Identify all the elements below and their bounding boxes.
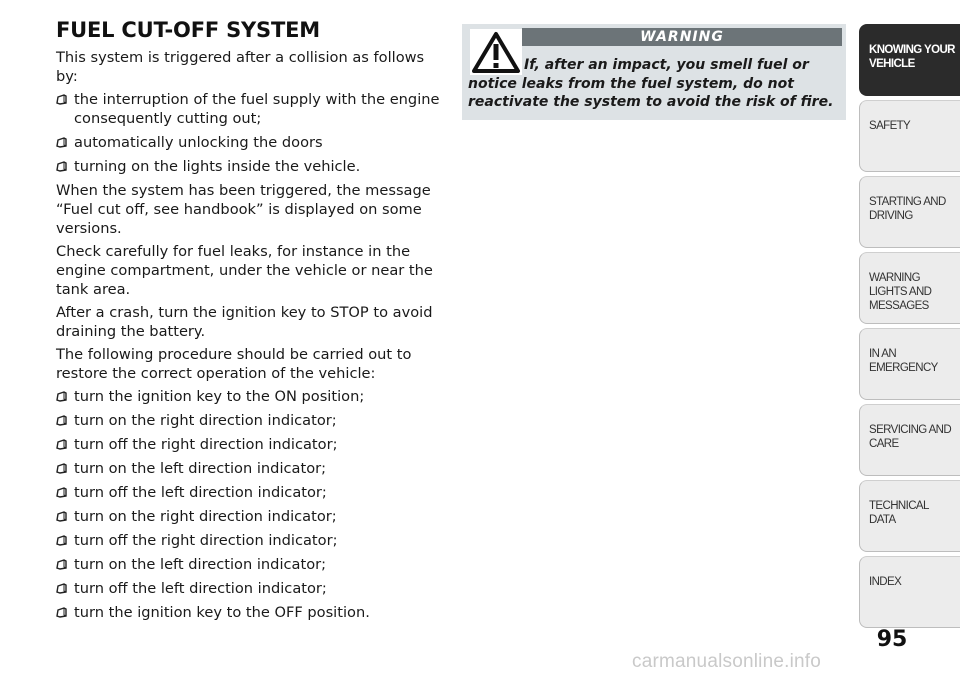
list-item-text: turn off the right direction indicator;: [74, 436, 338, 453]
list-item: [56, 435, 446, 454]
check-paragraph: Check carefully for fuel leaks, for instance in the engine compartment, under the vehicle or near the tank area.: [56, 243, 433, 298]
list-item-text: turn off the left direction indicator;: [74, 580, 327, 597]
checkbox-bullet-icon: [56, 463, 67, 474]
page-number: 95: [876, 627, 908, 652]
checkbox-bullet-icon: [56, 487, 67, 498]
tab-servicing-and-care[interactable]: SERVICING AND CARE: [859, 404, 960, 476]
procedure-list: [56, 387, 446, 622]
list-item-text: turn on the left direction indicator;: [74, 556, 327, 573]
checkbox-bullet-icon: [56, 511, 67, 522]
intro-paragraph: This system is triggered after a collision as follows by:: [56, 49, 425, 85]
tab-starting-and-driving[interactable]: STARTING AND DRIVING: [859, 176, 960, 248]
list-item: [56, 459, 446, 478]
checkbox-bullet-icon: [56, 439, 67, 450]
section-title: FUEL CUT-OFF SYSTEM: [56, 18, 320, 42]
crash-paragraph: After a crash, turn the ignition key to STOP to avoid draining the battery.: [56, 304, 433, 340]
tab-warning-lights-and-messages[interactable]: WARNING LIGHTS AND MESSAGES: [859, 252, 960, 324]
checkbox-bullet-icon: [56, 607, 67, 618]
checkbox-bullet-icon: [56, 161, 67, 172]
trigger-list: [56, 90, 446, 176]
checkbox-bullet-icon: [56, 559, 67, 570]
list-item: [56, 157, 446, 176]
list-item: [56, 387, 446, 406]
procedure-paragraph: The following procedure should be carried out to restore the correct operation of the vehicle:: [56, 346, 412, 382]
list-item-text: turn the ignition key to the OFF position.: [74, 604, 370, 621]
list-item-text: turn on the right direction indicator;: [74, 412, 337, 429]
tab-technical-data[interactable]: TECHNICAL DATA: [859, 480, 960, 552]
list-item: [56, 555, 446, 574]
checkbox-bullet-icon: [56, 94, 67, 105]
checkbox-bullet-icon: [56, 137, 67, 148]
list-item: [56, 411, 446, 430]
list-item-text: turn on the right direction indicator;: [74, 508, 337, 525]
list-item: [56, 507, 446, 526]
checkbox-bullet-icon: [56, 391, 67, 402]
list-item-text: turn off the right direction indicator;: [74, 532, 338, 549]
checkbox-bullet-icon: [56, 535, 67, 546]
tab-knowing-your-vehicle[interactable]: KNOWING YOUR VEHICLE: [859, 24, 960, 96]
list-item: [56, 531, 446, 550]
main-column: [56, 18, 446, 627]
warning-text: If, after an impact, you smell fuel or notice leaks from the fuel system, do not reactivate the system to avoid the risk of fire.: [468, 57, 834, 110]
watermark: carmanualsonline.info: [632, 651, 822, 672]
message-paragraph: When the system has been triggered, the message “Fuel cut off, see handbook” is displayed on some versions.: [56, 182, 431, 237]
list-item-text: turning on the lights inside the vehicle.: [74, 158, 361, 175]
warning-header: WARNING: [522, 28, 842, 46]
list-item: [56, 90, 446, 128]
list-item: [56, 483, 446, 502]
list-item: [56, 579, 446, 598]
list-item-text: the interruption of the fuel supply with the engine consequently cutting out;: [74, 91, 440, 127]
list-item-text: automatically unlocking the doors: [74, 134, 323, 151]
list-item: [56, 133, 446, 152]
list-item-text: turn off the left direction indicator;: [74, 484, 327, 501]
list-item-text: turn on the left direction indicator;: [74, 460, 327, 477]
checkbox-bullet-icon: [56, 415, 67, 426]
tab-safety[interactable]: SAFETY: [859, 100, 960, 172]
warning-box: [462, 24, 846, 120]
list-item: [56, 603, 446, 622]
checkbox-bullet-icon: [56, 583, 67, 594]
tab-index[interactable]: INDEX: [859, 556, 960, 628]
tab-in-an-emergency[interactable]: IN AN EMERGENCY: [859, 328, 960, 400]
list-item-text: turn the ignition key to the ON position;: [74, 388, 365, 405]
